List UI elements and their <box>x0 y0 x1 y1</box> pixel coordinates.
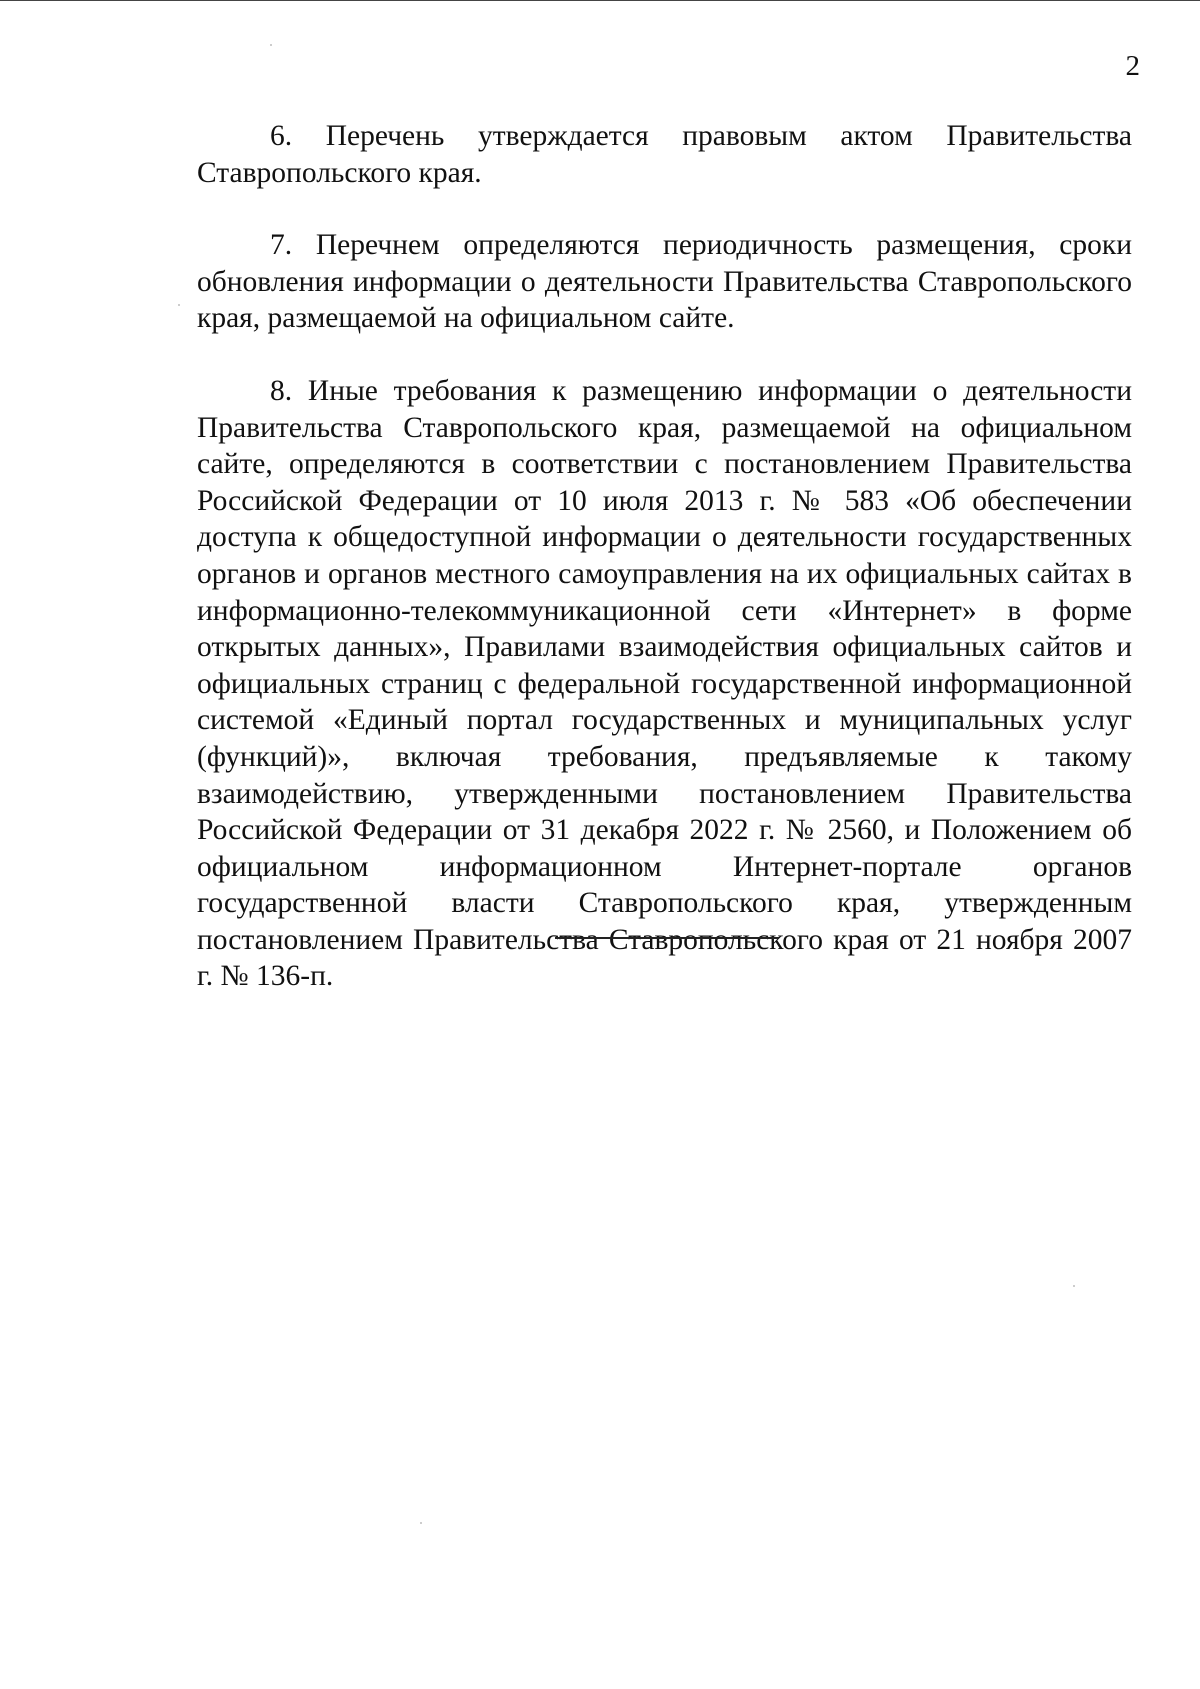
scan-top-edge <box>0 0 1200 7</box>
document-body <box>197 118 1132 995</box>
scan-speck <box>270 44 272 46</box>
paragraph-8: 8. Иные требования к размещению информации о деятельности Правительства Ставропольского края, размещаемой на официальном сайте, определяются в соответствии с постановлением Правительства Российской Федерации от 10 июля 2013 г. № 583 «Об обеспечении доступа к общедоступной информации о деятельности государственных органов и органов местного самоуправления на их официальных сайтах в информационно-телекоммуникационной сети «Интернет» в форме открытых данных», Правилами взаимодействия официальных сайтов и официальных страниц с федеральной государственной информационной системой «Единый портал государственных и муниципальных услуг (функций)», включая требования, предъявляемые к такому взаимодействию, утвержденными постановлением Правительства Российской Федерации от 31 декабря 2022 г. № 2560, и Положением об официальном информационном Интернет-портале органов государственной власти Ставропольского края, утвержденным постановлением Правительства Ставропольского края от 21 ноября 2007 г. № 136-п. <box>197 374 1132 993</box>
end-of-document-rule <box>555 937 779 939</box>
scan-speck <box>1073 1285 1075 1287</box>
page-number: 2 <box>1125 50 1140 82</box>
scan-speck <box>178 304 180 306</box>
paragraph-7: 7. Перечнем определяются периодичность размещения, сроки обновления информации о деятельности Правительства Ставропольского края, размещаемой на официальном сайте. <box>197 229 1132 335</box>
scan-speck <box>420 1522 422 1524</box>
paragraph-6: 6. Перечень утверждается правовым актом Правительства Ставропольского края. <box>197 120 1132 189</box>
